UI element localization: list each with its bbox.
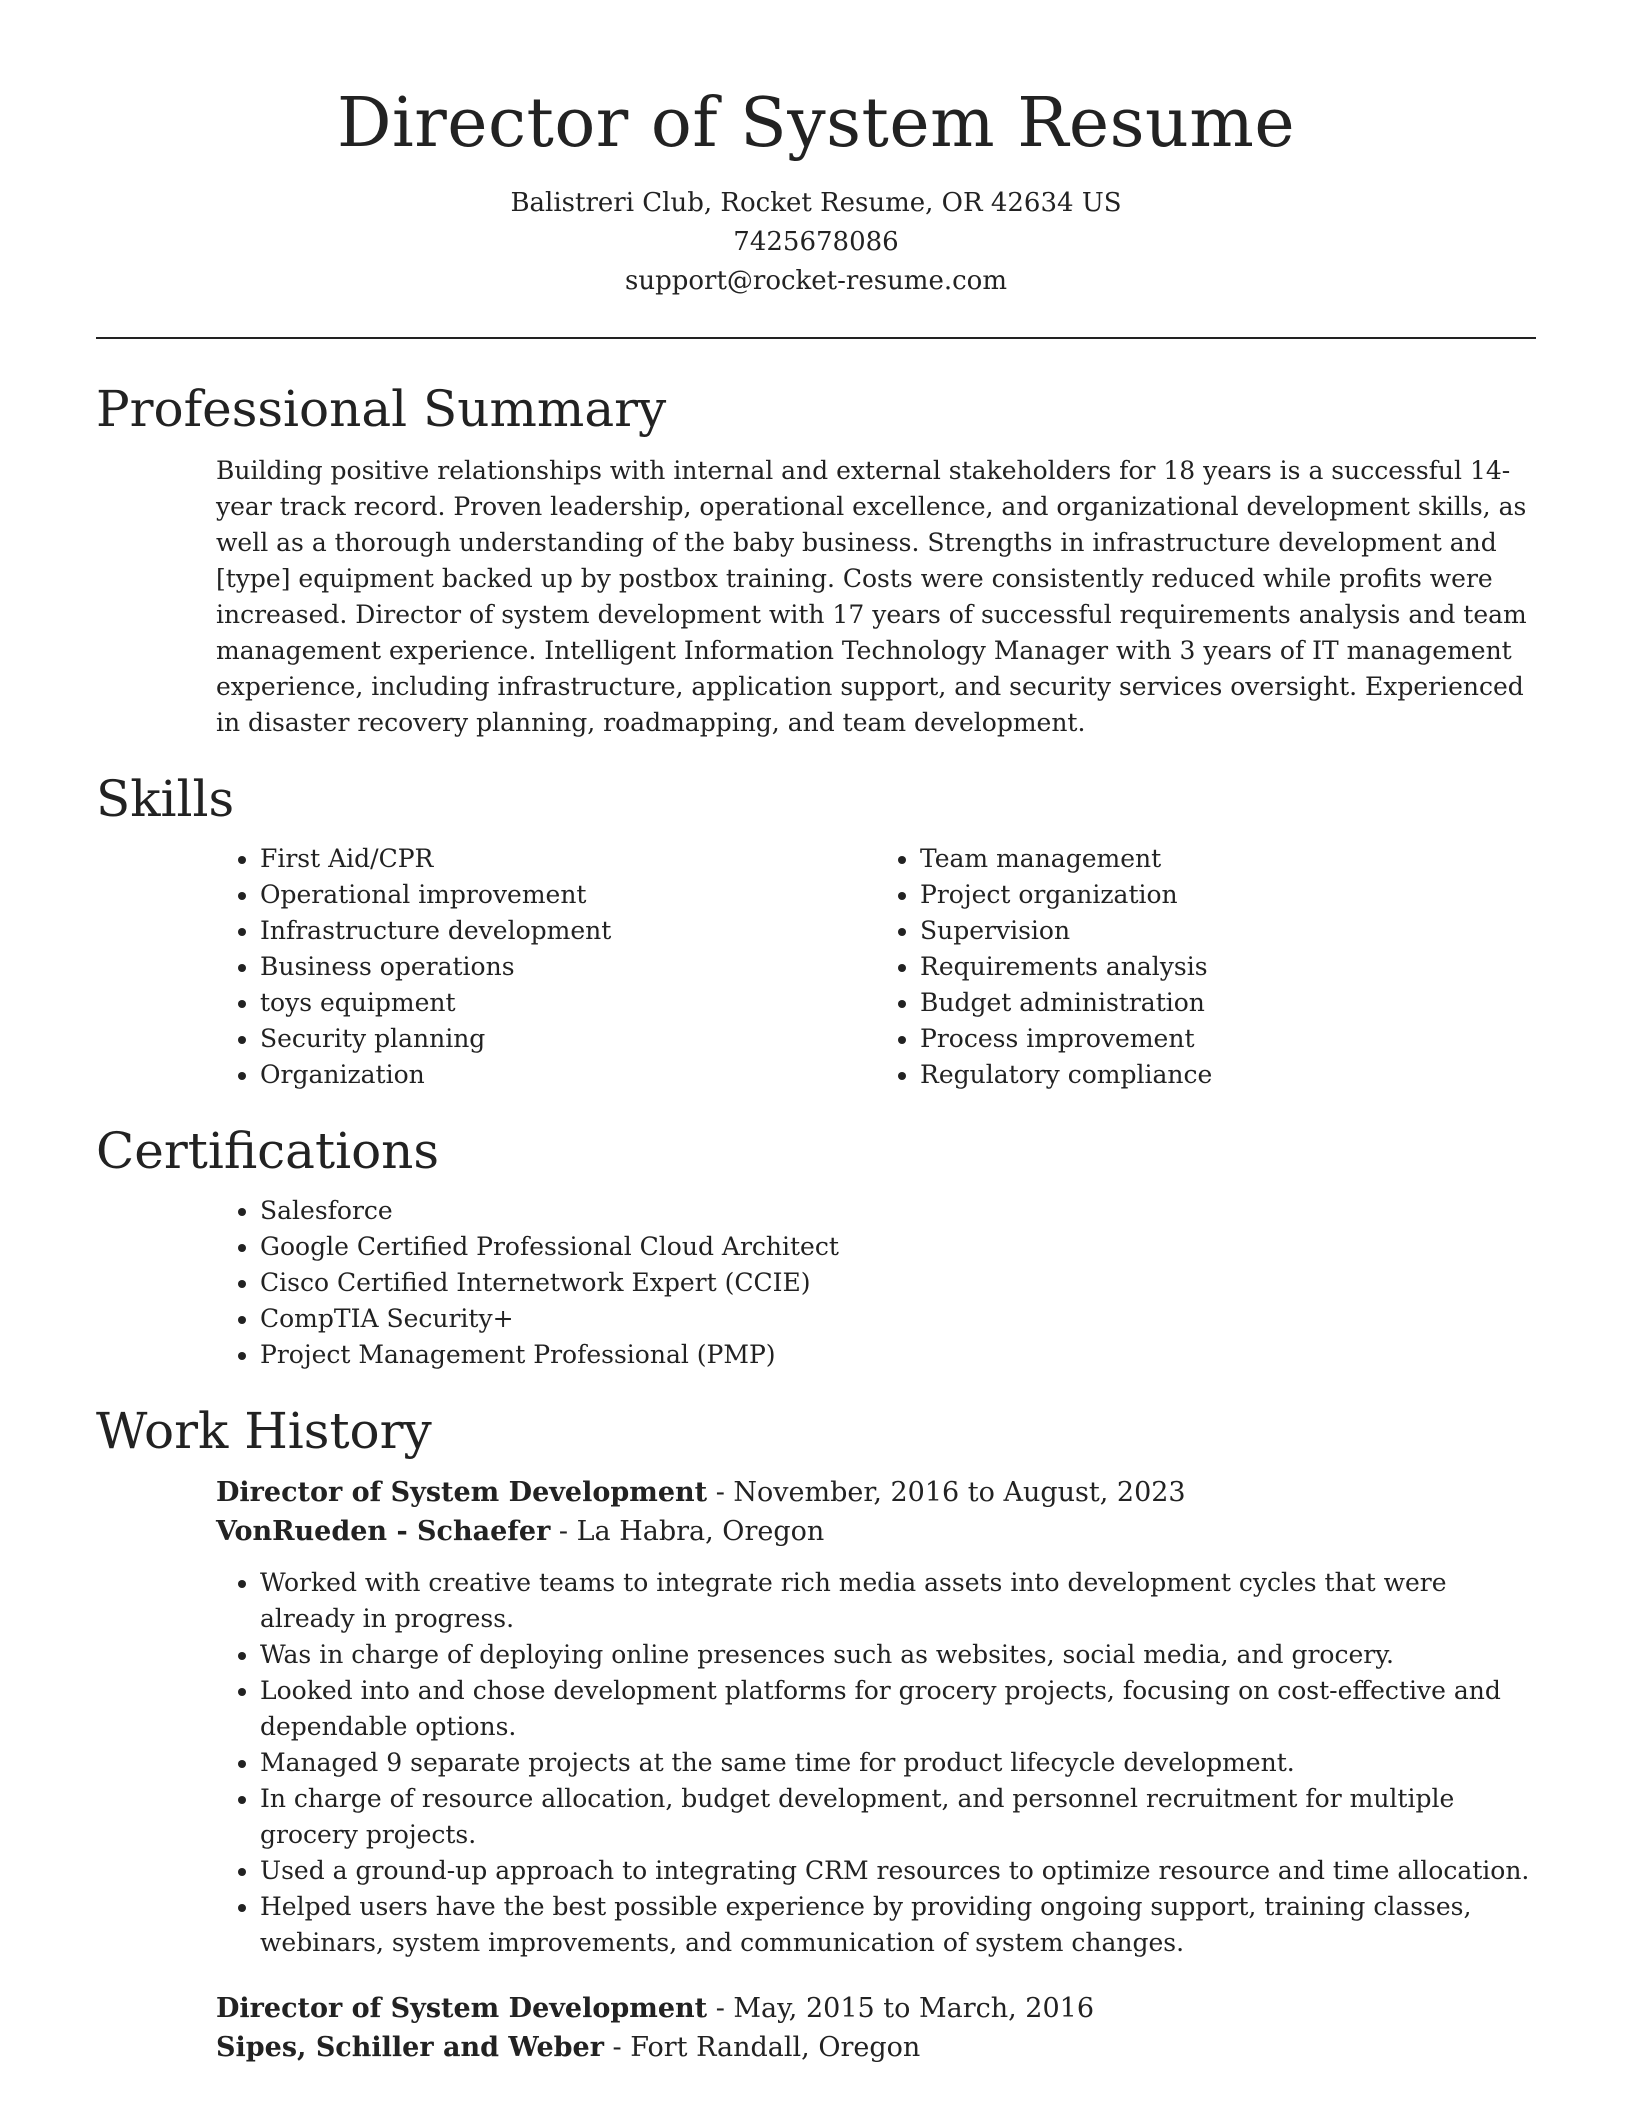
skill-item: • Security planning [260, 1021, 876, 1057]
contact-block [96, 184, 1536, 301]
resume-title: Director of System Resume [336, 84, 1296, 163]
skill-item: • First Aid/CPR [260, 841, 876, 877]
job-title-line [216, 1473, 1536, 1512]
skill-item: • Regulatory compliance [920, 1057, 1536, 1093]
job-entry [216, 1989, 1536, 2067]
header-divider [96, 337, 1536, 339]
summary-section [96, 379, 1536, 741]
summary-heading: Professional Summary [96, 380, 667, 438]
job-role: Director of System Development [216, 1993, 708, 2024]
job-entry [216, 1473, 1536, 1961]
certification-item: • CompTIA Security+ [260, 1301, 1536, 1337]
address-text: Balistreri Club, Rocket Resume, OR 42634 US [510, 188, 1122, 218]
skill-item: • toys equipment [260, 985, 876, 1021]
skills-list-right [876, 841, 1536, 1093]
job-company-line [216, 1512, 1536, 1551]
resume-header [96, 0, 1536, 339]
job-location: - Fort Randall, Oregon [603, 2032, 921, 2063]
skill-item: • Requirements analysis [920, 949, 1536, 985]
skill-item: • Operational improvement [260, 877, 876, 913]
email-text: support@rocket-resume.com [624, 266, 1007, 296]
skills-columns [216, 841, 1536, 1093]
job-company: VonRueden - Schaefer [216, 1516, 551, 1547]
job-company: Sipes, Schiller and Weber [216, 2032, 604, 2063]
summary-paragraph: Building positive relationships with internal and external stakeholders for 18 years is a successful 14-year track record. Proven leadership, operational excellence, and organizational development skills, as well as a thorough understanding of the baby business. Strengths in infrastructure development and [type] equipment backed up by postbox training. Costs were consistently reduced while profits were increased. Director of system development with 17 years of successful requirements analysis and team management experience. Intelligent Information Technology Manager with 3 years of IT management experience, including infrastructure, application support, and security services oversight. Experienced in disaster recovery planning, roadmapping, and team development. [216, 456, 1527, 737]
skills-heading: Skills [96, 770, 235, 828]
job-bullet: • Helped users have the best possible experience by providing ongoing support, training classes, webinars, system improvements, and communication of system changes. [260, 1889, 1536, 1961]
resume-page [96, 0, 1536, 2067]
certifications-section [96, 1121, 1536, 1373]
certification-item: • Salesforce [260, 1193, 1536, 1229]
job-bullet: • Worked with creative teams to integrate rich media assets into development cycles that were already in progress. [260, 1565, 1536, 1637]
job-dates: - May, 2015 to March, 2016 [707, 1993, 1094, 2024]
job-location: - La Habra, Oregon [550, 1516, 825, 1547]
skill-item: • Budget administration [920, 985, 1536, 1021]
job-bullet: • In charge of resource allocation, budget development, and personnel recruitment for multiple grocery projects. [260, 1781, 1536, 1853]
skill-item: • Infrastructure development [260, 913, 876, 949]
job-bullet: • Used a ground-up approach to integrating CRM resources to optimize resource and time allocation. [260, 1853, 1536, 1889]
skill-item: • Supervision [920, 913, 1536, 949]
certification-item: • Cisco Certified Internetwork Expert (CCIE) [260, 1265, 1536, 1301]
certifications-list [216, 1193, 1536, 1373]
job-bullet: • Was in charge of deploying online presences such as websites, social media, and grocery. [260, 1637, 1536, 1673]
skills-section [96, 769, 1536, 1093]
skill-item: • Process improvement [920, 1021, 1536, 1057]
skill-item: • Team management [920, 841, 1536, 877]
certification-item: • Google Certified Professional Cloud Architect [260, 1229, 1536, 1265]
work-history-section [96, 1401, 1536, 2067]
job-role: Director of System Development [216, 1477, 708, 1508]
skill-item: • Organization [260, 1057, 876, 1093]
certification-item: • Project Management Professional (PMP) [260, 1337, 1536, 1373]
job-title-line [216, 1989, 1536, 2028]
job-dates: - November, 2016 to August, 2023 [707, 1477, 1186, 1508]
work-history-heading: Work History [96, 1402, 432, 1460]
skills-list-left [216, 841, 876, 1093]
skill-item: • Project organization [920, 877, 1536, 913]
job-bullet: • Looked into and chose development platforms for grocery projects, focusing on cost-effective and dependable options. [260, 1673, 1536, 1745]
job-company-line [216, 2028, 1536, 2067]
certifications-heading: Certifications [96, 1122, 440, 1180]
job-bullets [216, 1565, 1536, 1961]
skill-item: • Business operations [260, 949, 876, 985]
phone-text: 7425678086 [733, 227, 899, 257]
job-bullet: • Managed 9 separate projects at the same time for product lifecycle development. [260, 1745, 1536, 1781]
